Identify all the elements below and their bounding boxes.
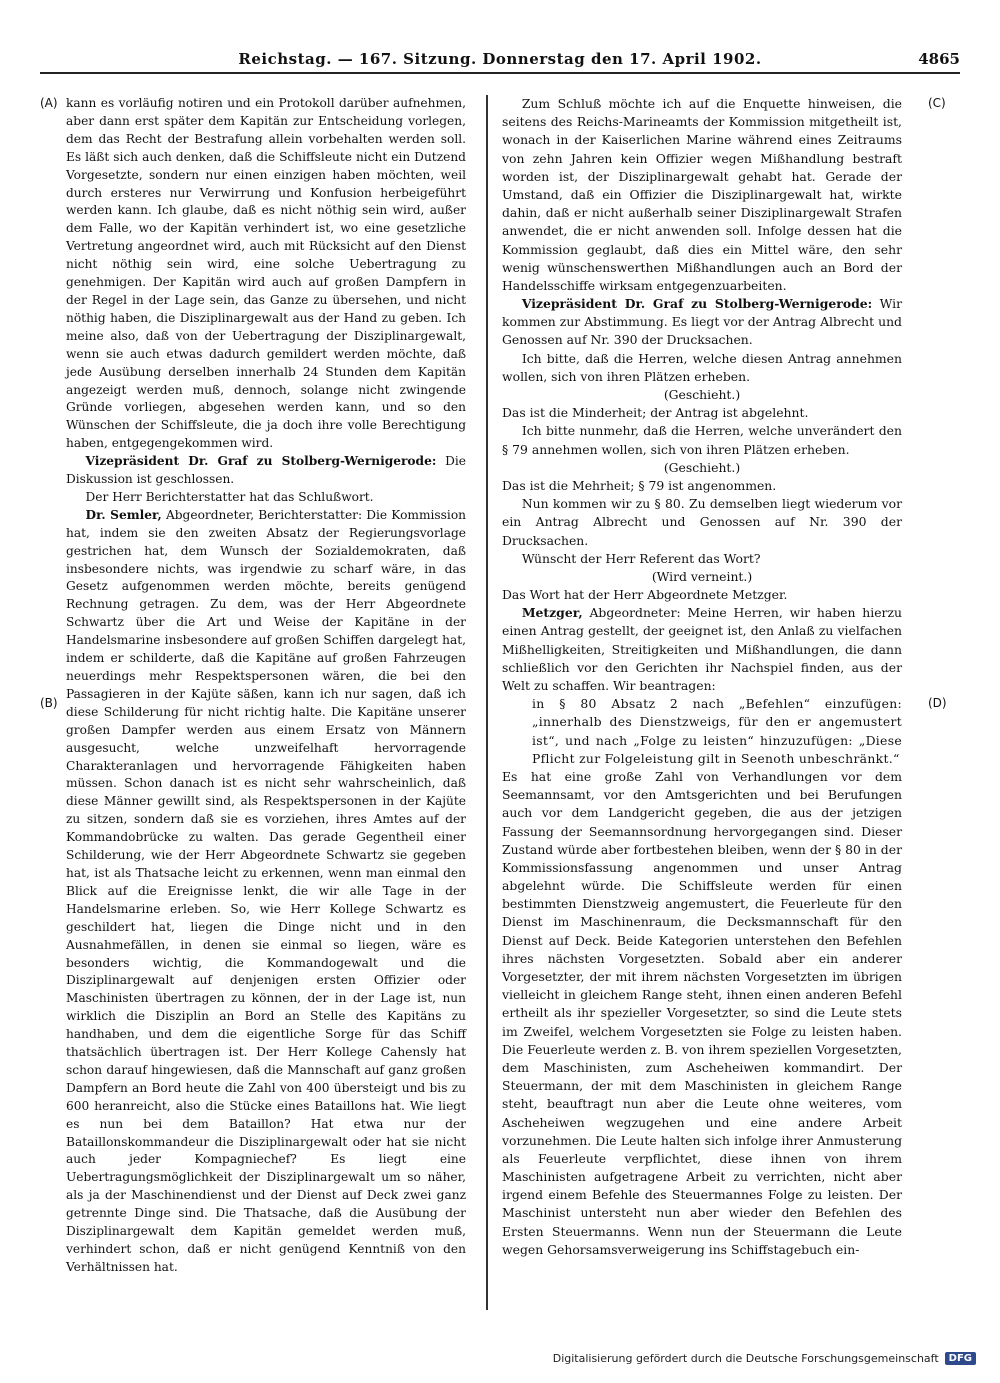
speaker-name: Dr. Semler, [85, 507, 162, 522]
paragraph: Das Wort hat der Herr Abgeordnete Metzger. [502, 587, 788, 603]
paragraph: Der Herr Berichterstatter hat das Schlußwort. [85, 489, 374, 504]
stage-direction: (Geschieht.) [663, 387, 741, 402]
stage-direction: (Geschieht.) [663, 459, 741, 475]
paragraph: Ich bitte, daß die Herren, welche diesen Antrag annehmen wollen, sich von ihren Plätzen erheben. [502, 350, 902, 384]
margin-mark-b: (B) [40, 696, 58, 710]
paragraph: Wünscht der Herr Referent das Wort? [521, 550, 761, 566]
margin-mark-d: (D) [928, 696, 947, 710]
paragraph: kann es vorläufig notiren und ein Protokoll darüber aufnehmen, aber dann erst später dem Kapitän zur Entscheidung vorlegen, dem das Recht der Bestrafung allein vorbehalten werden soll. Es läßt sich auch denken, daß die Schiffsleute nicht ein Dutzend Vorgesetzte, sondern nur einen einzigen haben möchten, weil durch ersteres nur Verwirrung und Konfusion herbeigeführt werden kann. Ich glaube, daß es nicht nöthig sein wird, außer dem Falle, wo der Kapitän verhindert ist, wo eine gesetzliche Vertretung angeordnet wird, auch mit Rücksicht auf den Dienst nicht nöthig sein wird, eine solche Uebertragung zu genehmigen. Der Kapitän wird auch auf großen Dampfern in der Regel in der Lage sein, das Ganze zu übersehen, und nicht nöthig haben, die Disziplinargewalt aus der Hand zu geben. Ich meine also, daß von der Uebertragung der Disziplinargewalt, wenn sie auch etwas dadurch gemildert werden möchte, daß jede Ausübung derselben innerhalb 24 Stunden dem Kapitän angezeigt werden muß, dennoch, solange nicht zwingende Gründe vorliegen, abgesehen werden kann, und so den Wünschen der Schiffsleute, die ja doch ihre volle Berechtigung haben, entgegengekommen wird. [66, 96, 466, 451]
paragraph: Ich bitte nunmehr, daß die Herren, welche unverändert den § 79 annehmen wollen, sich von ihren Plätzen erheben. [502, 423, 902, 457]
right-column [502, 95, 902, 1259]
speaker-name: Vizepräsident Dr. Graf zu Stolberg-Wernigerode: [85, 454, 437, 469]
paragraph: Das ist die Minderheit; der Antrag ist abgelehnt. [502, 405, 809, 421]
footer-text: Digitalisierung gefördert durch die Deutsche Forschungsgemeinschaft [552, 1352, 939, 1365]
paragraph: Es hat eine große Zahl von Verhandlungen vor dem Seemannsamt, vor den Amtsgerichten und bei Berufungen auch vor dem Landgericht gegeben, die aus der jetzigen Fassung der Seemannsordnung hervorgegangen sind. Dieser Zustand würde aber fortbestehen bleiben, wenn der § 80 in der Kommissionsfassung angenommen und unser Antrag abgelehnt würde. Die Schiffsleute werden für einen bestimmten Dienstzweig angemustert, die Feuerleute für den Dienst im Maschinenraum, die Decksmannschaft für den Dienst auf Deck. Beide Kategorien unterstehen den Befehlen ihres nächsten Vorgesetzten. Sobald aber ein anderer Vorgesetzter, der mit ihrem nächsten Vorgesetzten im übrigen vielleicht in gleichem Range steht, ihnen einen anderen Befehl ertheilt als ihr spezieller Vorgesetzter, so sind die Leute stets im Zweifel, welchem Vorgesetzten sie Folge zu leisten haben. Die Feuerleute werden z. B. von ihrem speziellen Vorgesetzten, dem Maschinisten, zum Ascheheiwen kommandirt. Der Steuermann, der mit dem Maschinisten in gleichem Range steht, beauftragt nun aber die Leute ohne weiteres, vom Ascheheiwen wegzugehen und eine andere Arbeit vorzunehmen. Die Leute halten sich infolge ihrer Anmusterung als Feuerleute verpflichtet, diese ihnen von ihrem Maschinisten aufgetragene Arbeit zu verrichten, nicht aber irgend einem Befehle des Steuermannes Folge zu leisten. Der Maschinist untersteht nun aber wieder den Befehlen des Ersten Steuermanns. Wenn nun der Steuermann die Leute wegen Gehorsamsverweigerung ins Schiffstagebuch ein- [502, 768, 902, 1257]
speaker-paragraph [66, 507, 466, 1277]
dfg-logo: DFG [945, 1352, 976, 1365]
paragraph: Nun kommen wir zu § 80. Zu demselben liegt wiederum vor ein Antrag Albrecht und Genossen auf Nr. 390 der Drucksachen. [502, 496, 902, 548]
speech-text: Abgeordneter, Berichterstatter: Die Kommission hat, indem sie den zweiten Absatz der Regierungsvorlage gestrichen hat, dem Wunsch der Sozialdemokraten, daß insbesondere nichts, was irgendwie zu scharf wäre, in das Gesetz aufgenommen werden möchte, bereits genügend Rechnung getragen. Zu dem, was der Herr Abgeordnete Schwartz über die Art und Weise der Kapitäne in der Handelsmarine insbesondere auf großen Schiffen dargelegt hat, indem er schilderte, daß die Kapitäne auf großen Fahrzeugen neuerdings mehr Respektspersonen wären, die bei den Passagieren in der Kajüte säßen, kann ich nur sagen, daß ich diese Schilderung für nicht richtig halte. Die Kapitäne unserer großen Dampfer werden aus einem Ersatz von Männern ausgesucht, welche unzweifelhaft hervorragende Charakteranlagen und hervorragende Fähigkeiten haben müssen. Schon danach ist es nicht sehr wahrscheinlich, daß diese Männer gewillt sind, als Respektspersonen in der Kajüte zu sitzen, sondern daß sie es vorziehen, ihres Amtes auf der Kommandobrücke zu walten. Das gerade Gegentheil einer Schilderung, wie der Herr Abgeordnete Schwartz sie gegeben hat, ist als Thatsache leicht zu erkennen, wenn man einmal den Blick auf die Ereignisse lenkt, die wir alle Tage in der Handelsmarine erleben. So, wie Herr Kollege Schwartz es geschildert hat, liegen die Dinge nicht und in den Ausnahmefällen, in denen sie einmal so liegen, wäre es besonders wichtig, die Kommandogewalt und die Disziplinargewalt auf denjenigen ersten Offizier oder Maschinisten übertragen zu können, der in der Lage ist, nun wirklich die Disziplin an Bord an Stelle des Kapitäns zu handhaben, und dem die eigentliche Sorge für das Schiff thatsächlich übertragen ist. Der Herr Kollege Cahensly hat schon darauf hingewiesen, daß die Mannschaft auf ganz großen Dampfern an Bord heute die Zahl von 400 übersteigt und bis zu 600 heranreicht, also die Stücke eines Bataillons hat. Wie liegt es nun bei dem Bataillon? Hat etwa nur der Bataillonskommandeur die Disziplinargewalt oder hat sie nicht auch jeder Kompagniechef? Es liegt eine Uebertragungsmöglichkeit der Disziplinargewalt um so näher, als ja der Maschinendienst und der Dienst auf Deck zwei ganz getrennte Dinge sind. Die Thatsache, daß die Ausübung der Disziplinargewalt dem Kapitän gemeldet werden muß, verhindert schon, daß er nicht genügend Kenntniß von den Verhältnissen hat. [66, 507, 467, 1274]
speech-text: Die Diskussion ist geschlossen. [66, 454, 466, 487]
speaker-name: Vizepräsident Dr. Graf zu Stolberg-Wernigerode: [521, 296, 873, 312]
speech-text: Wir kommen zur Abstimmung. Es liegt vor der Antrag Albrecht und Genossen auf Nr. 390 der Drucksachen. [502, 296, 902, 348]
speaker-name: Metzger, [521, 605, 583, 621]
margin-mark-c: (C) [928, 96, 946, 110]
paragraph: Zum Schluß möchte ich auf die Enquette hinweisen, die seitens des Reichs-Marineamts der Kommission mitgetheilt ist, wonach in der Kaiserlichen Marine während eines Zeitraums von zehn Jahren kein Offizier wegen Mißhandlung bestraft worden ist, der Disziplinargewalt gehabt hat. Gerade der Umstand, daß ein Offizier die Disziplinargewalt hat, wirkte dahin, daß er nicht außerhalb seiner Disziplinargewalt Strafen anwendet, die er nicht anwenden soll. Infolge dessen hat die Kommission geglaubt, daß dies ein Mittel wäre, den sehr wenig wünschenswerthen Mißhandlungen auch an Bord der Handelsschiffe wirksam entgegenzuarbeiten. [502, 96, 902, 293]
page-header [40, 40, 960, 80]
left-column [66, 95, 466, 1277]
speech-text: Abgeordneter: Meine Herren, wir haben hierzu einen Antrag gestellt, der geeignet ist, den Anlaß zu vielfachen Mißhelligkeiten, Streitigkeiten und Mißhandlungen, die dann schließlich vor den Gerichten ihr Nachspiel finden, aus der Welt zu schaffen. Wir beantragen: [502, 605, 902, 693]
paragraph: Das ist die Mehrheit; § 79 ist angenommen. [502, 477, 777, 493]
footer-credit [553, 1352, 976, 1365]
margin-mark-a: (A) [40, 96, 58, 110]
speaker-paragraph [66, 453, 466, 489]
speaker-paragraph [502, 604, 902, 695]
speaker-paragraph [502, 295, 902, 350]
stage-direction: (Wird verneint.) [651, 568, 753, 584]
page-number: 4865 [918, 50, 960, 68]
column-divider [486, 95, 488, 1310]
motion-quote: in § 80 Absatz 2 nach „Befehlen“ einzufügen: „innerhalb des Dienstzweigs, für den er angemustert ist“, und nach „Folge zu leisten“ hinzuzufügen: „Diese Pflicht zur Folgeleistung gilt in Seenoth unbeschränkt.“ [532, 696, 902, 766]
header-rule [40, 72, 960, 74]
running-title: Reichstag. — 167. Sitzung. Donnerstag den 17. April 1902. [238, 50, 762, 68]
